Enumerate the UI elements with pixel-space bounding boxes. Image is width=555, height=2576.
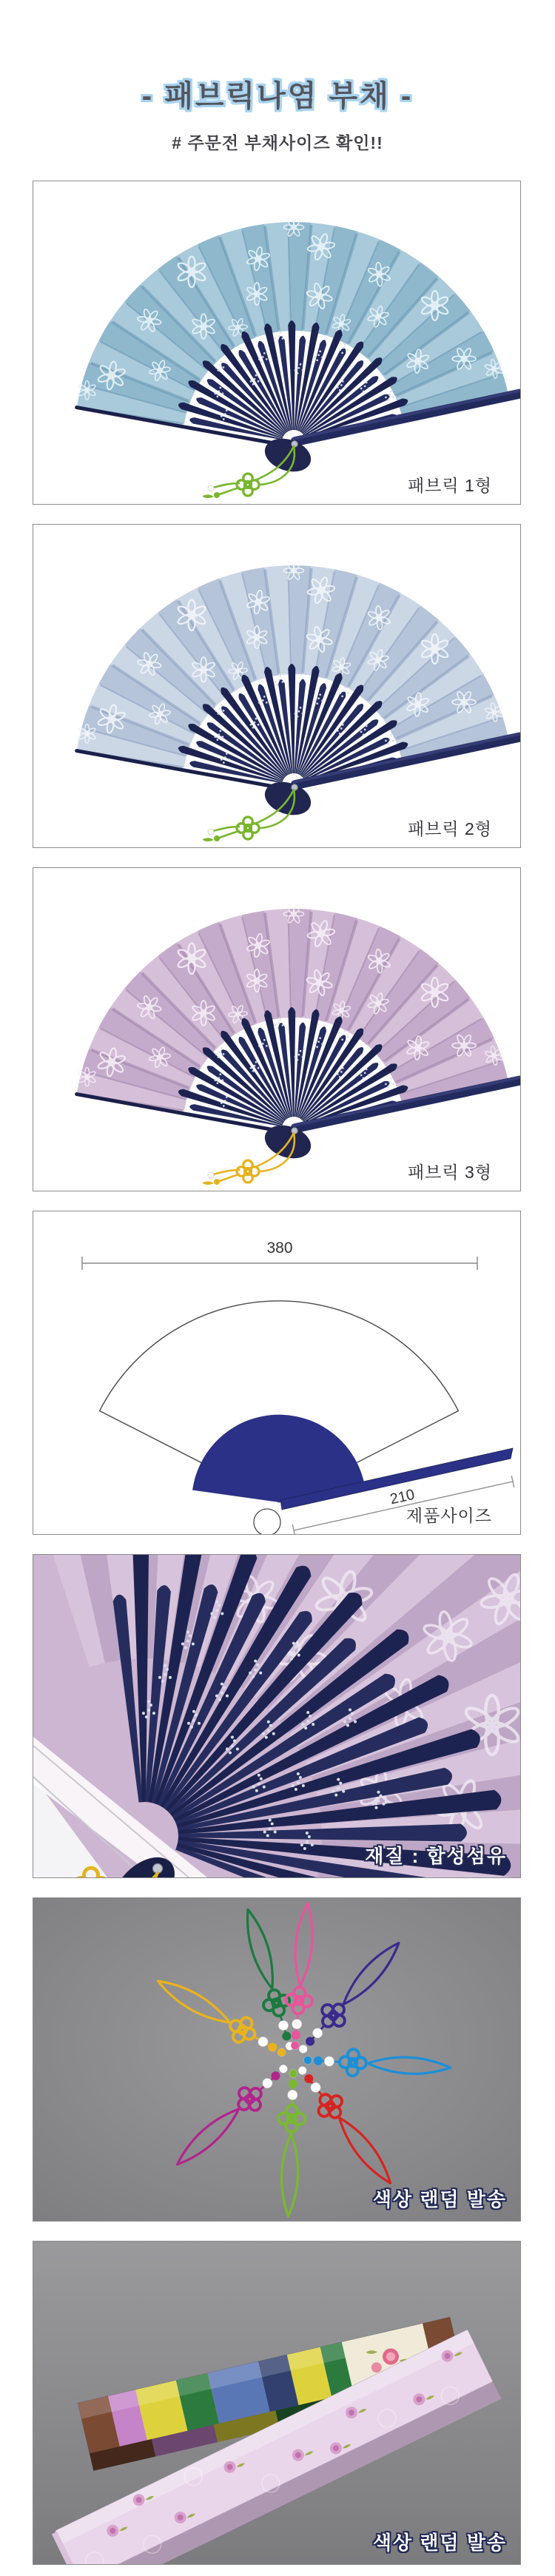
product-panel-size-diagram [33,1211,521,1535]
product-panel-tassels [33,1897,521,2222]
page-subtitle: # 주문전 부채사이즈 확인!! [172,133,383,152]
panel-caption-fan-3: 패브릭 3형 [407,1163,492,1182]
size-diagram-image [33,1211,520,1534]
panel-caption-size: 제품사이즈 [406,1506,492,1525]
dim-width-label: 380 [266,1240,293,1257]
product-panel-package [33,2241,521,2565]
material-closeup-image [33,1555,520,1877]
product-panel-fan-2 [33,524,521,848]
fan-1-image [33,181,520,504]
product-panel-fan-3 [33,867,521,1191]
product-panels [33,181,522,2565]
page-title: - 패브릭나염 부채 - [141,80,414,112]
panel-caption-package: 색상 랜덤 발송 [372,2532,507,2554]
dim-length-label: 210 [388,1486,417,1508]
panel-caption-tassels: 색상 랜덤 발송 [372,2188,507,2210]
panel-caption-fan-1: 패브릭 1형 [407,476,492,495]
panel-caption-fan-2: 패브릭 2형 [407,819,492,838]
product-panel-fan-1 [33,181,521,505]
tassels-photo-image [33,1898,520,2221]
fan-3-image [33,868,520,1191]
panel-caption-material: 재질 : 합성섬유 [365,1845,507,1867]
page-header [0,0,555,154]
product-panel-material-closeup [33,1554,521,1878]
fan-2-image [33,525,520,847]
package-photo-image [33,2242,520,2564]
